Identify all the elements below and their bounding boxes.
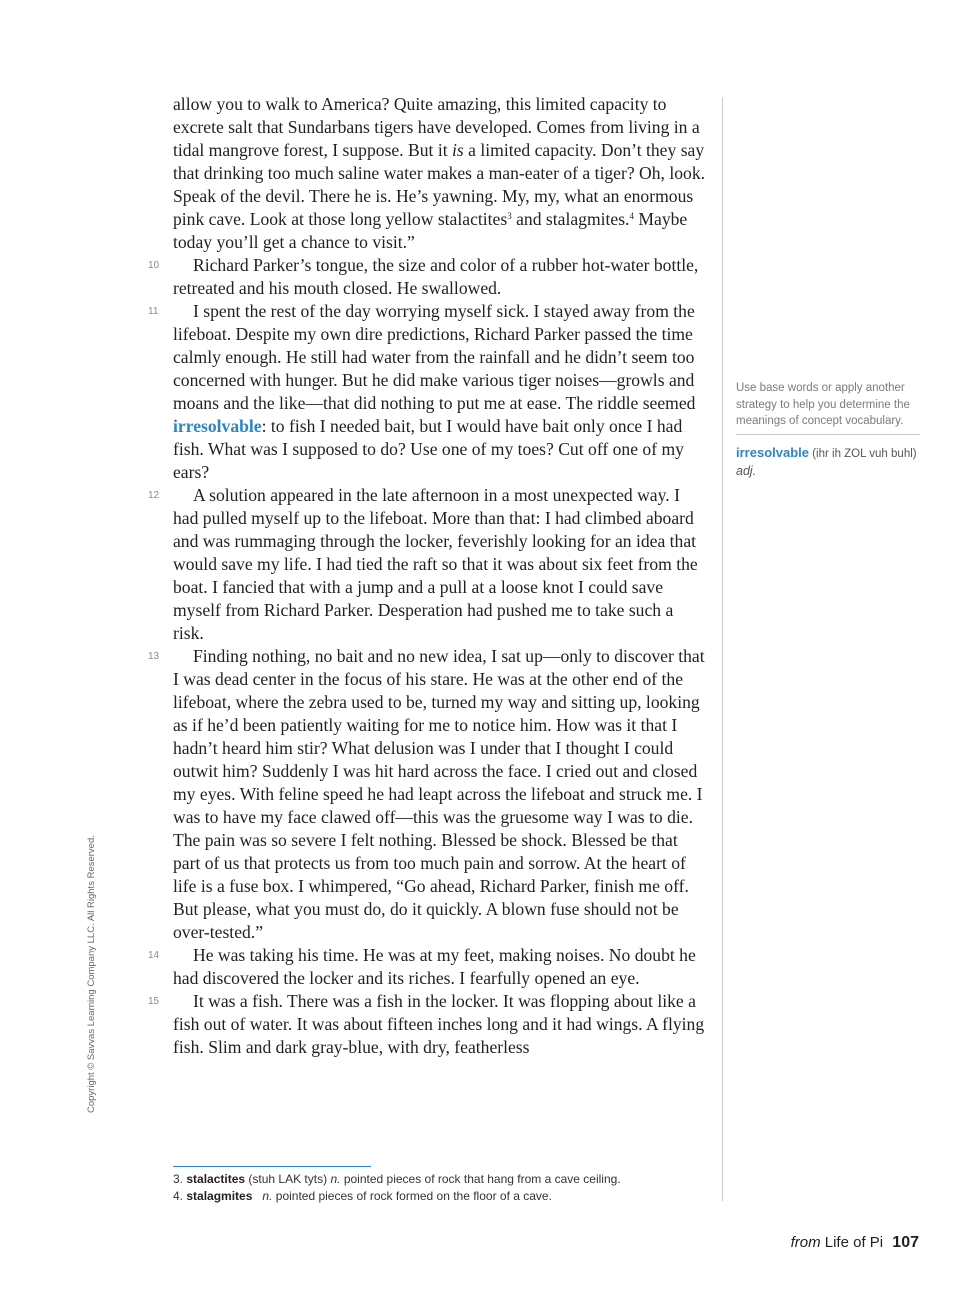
work-title: Life of Pi xyxy=(824,1234,884,1251)
footnote-3: 3. stalactites (stuh LAK tyts) n. pointed pieces of rock that hang from a cave ceiling. xyxy=(173,1172,621,1186)
sidebar-pronunciation: (ihr ih ZOL vuh buhl) xyxy=(812,447,917,460)
paragraph-11: 11 I spent the rest of the day worrying myself sick. I stayed away from the lifeboat. Despite my own dire predictions, Richard Parker passed the time calmly enough. He still had water from the rainfall and he didn’t seem too concerned with hunger. But he did make various tiger noises—growls and moans and the like—that did nothing to put me at ease. The riddle seemed irresolvable: to fish I needed bait, but I would have bait only once I had fish. What was I supposed to do? Use one of my toes? Cut off one of my ears? xyxy=(148,301,696,482)
paragraph-number: 14 xyxy=(148,950,160,961)
footnote-term: stalagmites xyxy=(186,1188,253,1203)
footnote-ref-4[interactable]: 4 xyxy=(629,211,634,221)
paragraph-13: 13 Finding nothing, no bait and no new idea, I sat up—only to discover that I was dead center in the focus of his stare. He was at the other end of the lifeboat, where the zebra used to be, turned my way and sitting up, looking as if he’d been patiently waiting for me to notice him. How was it that I hadn’t heard him stir? What delusion was I under that I thought I could outwit him? Suddenly I was hit hard across the face. I cried out and closed my eyes. With feline speed he had leapt across the lifeboat and struck me. I was to have my face clawed off—this was the gruesome way I was to die. The pain was so severe I felt nothing. Blessed be shock. Blessed be that part of us that protects us from too much pain and sorrow. At the heart of life is a fuse box. I whimpered, “Go ahead, Richard Parker, finish me off. But please, what you must do, do it quickly. A blown fuse should not be over-tested.” xyxy=(148,646,705,942)
page-number: 107 xyxy=(892,1234,919,1251)
footnote-pronunciation: (stuh LAK tyts) xyxy=(248,1172,328,1186)
paragraph-number: 12 xyxy=(148,490,160,501)
footnotes xyxy=(173,1171,621,1204)
paragraph-number: 10 xyxy=(148,260,160,271)
paragraph-number: 13 xyxy=(148,651,160,662)
footnote-definition: pointed pieces of rock that hang from a cave ceiling. xyxy=(343,1172,621,1186)
footnote-ref-3[interactable]: 3 xyxy=(507,211,512,221)
paragraph-15: 15 It was a fish. There was a fish in the locker. It was flopping about like a fish out of water. It was about fifteen inches long and it had wings. A flying fish. Slim and dark gray-blue, with dry, featherless xyxy=(148,991,705,1057)
sidebar-vocabulary xyxy=(736,380,920,481)
paragraph-14: 14 He was taking his time. He was at my feet, making noises. No doubt he had discovered the locker and its riches. I fearfully opened an eye. xyxy=(148,945,696,988)
margin-divider xyxy=(722,97,723,1201)
footnote-divider xyxy=(173,1166,371,1167)
sidebar-note: Use base words or apply another strategy to help you determine the meanings of concept vocabulary. xyxy=(736,380,920,435)
paragraph-12: 12 A solution appeared in the late afternoon in a most unexpected way. I had pulled myself up to the lifeboat. More than that: I had climbed aboard and was rummaging through the locker, feverishly looking for an idea that would save my life. I had tied the raft so that it was about six feet from the boat. I fancied that with a jump and a pull at a loose knot I could save myself from Richard Parker. Desperation had pushed me to take such a risk. xyxy=(148,485,698,643)
main-text xyxy=(148,93,708,1059)
vocab-word-irresolvable[interactable]: irresolvable xyxy=(173,416,262,436)
paragraph-continued: allow you to walk to America? Quite amazing, this limited capacity to excrete salt that Sundarbans tigers have developed. Comes from living in a tidal mangrove forest, I suppose. But it is a limited capacity. Don’t they say that drinking too much saline water makes a man-eater of a tiger? Oh, look. Speak of the devil. There he is. He’s yawning. My, my, what an enormous pink cave. Look at those long yellow stalactites$^3$ and stalagmites.$^4$ Maybe today you’ll get a chance to visit.” xyxy=(173,94,706,252)
page-footer: from Life of Pi 107 xyxy=(790,1234,919,1251)
copyright-notice: Copyright © Savvas Learning Company LLC. All Rights Reserved. xyxy=(86,835,97,1113)
paragraph-number: 15 xyxy=(148,996,160,1007)
paragraph-number: 11 xyxy=(148,306,159,317)
sidebar-definition xyxy=(736,444,920,481)
footnote-definition: pointed pieces of rock formed on the floor of a cave. xyxy=(275,1188,552,1203)
paragraph-10: 10 Richard Parker’s tongue, the size and color of a rubber hot-water bottle, retreated and his mouth closed. He swallowed. xyxy=(148,255,699,298)
footnote-term: stalactites xyxy=(186,1172,246,1186)
footnote-4: 4. stalagmites n. pointed pieces of rock formed on the floor of a cave. xyxy=(173,1188,552,1203)
sidebar-word: irresolvable xyxy=(736,444,809,460)
sidebar-part-of-speech: adj. xyxy=(736,463,757,478)
